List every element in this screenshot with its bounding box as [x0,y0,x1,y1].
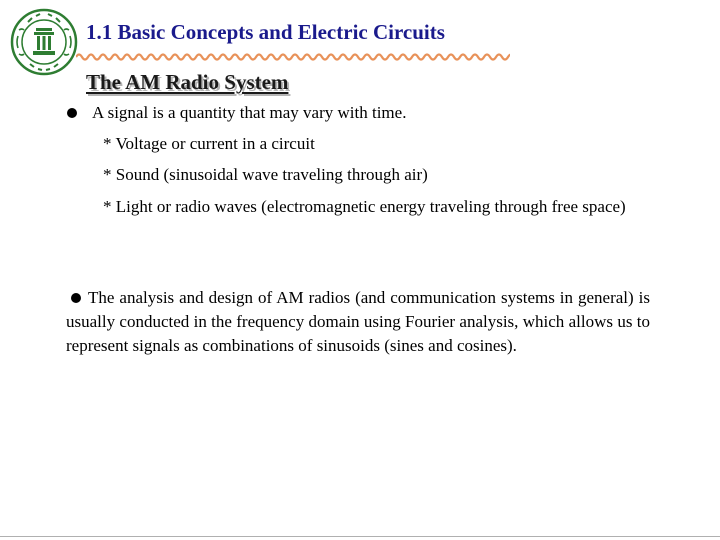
sub-item: * Voltage or current in a circuit [103,134,315,153]
sub-item: * Sound (sinusoidal wave traveling through air) [103,165,428,184]
bullet-text: The analysis and design of AM radios (and communication systems in general) is usually conducted in the frequency domain using Fourier analysis, which allows us to represent signals as combinations of sinusoids (sines and cosines). [66,288,650,355]
section-title: The AM Radio System [86,70,289,94]
sub-item: * Light or radio waves (electromagnetic energy traveling through free space) [103,197,626,216]
bullet-dot-icon [67,108,77,118]
footer-rule [0,536,720,537]
bullet-text: A signal is a quantity that may vary with time. [92,103,407,122]
university-seal-icon [10,8,78,76]
title-underline-rule [76,50,510,64]
page-title: 1.1 Basic Concepts and Electric Circuits [86,20,445,44]
